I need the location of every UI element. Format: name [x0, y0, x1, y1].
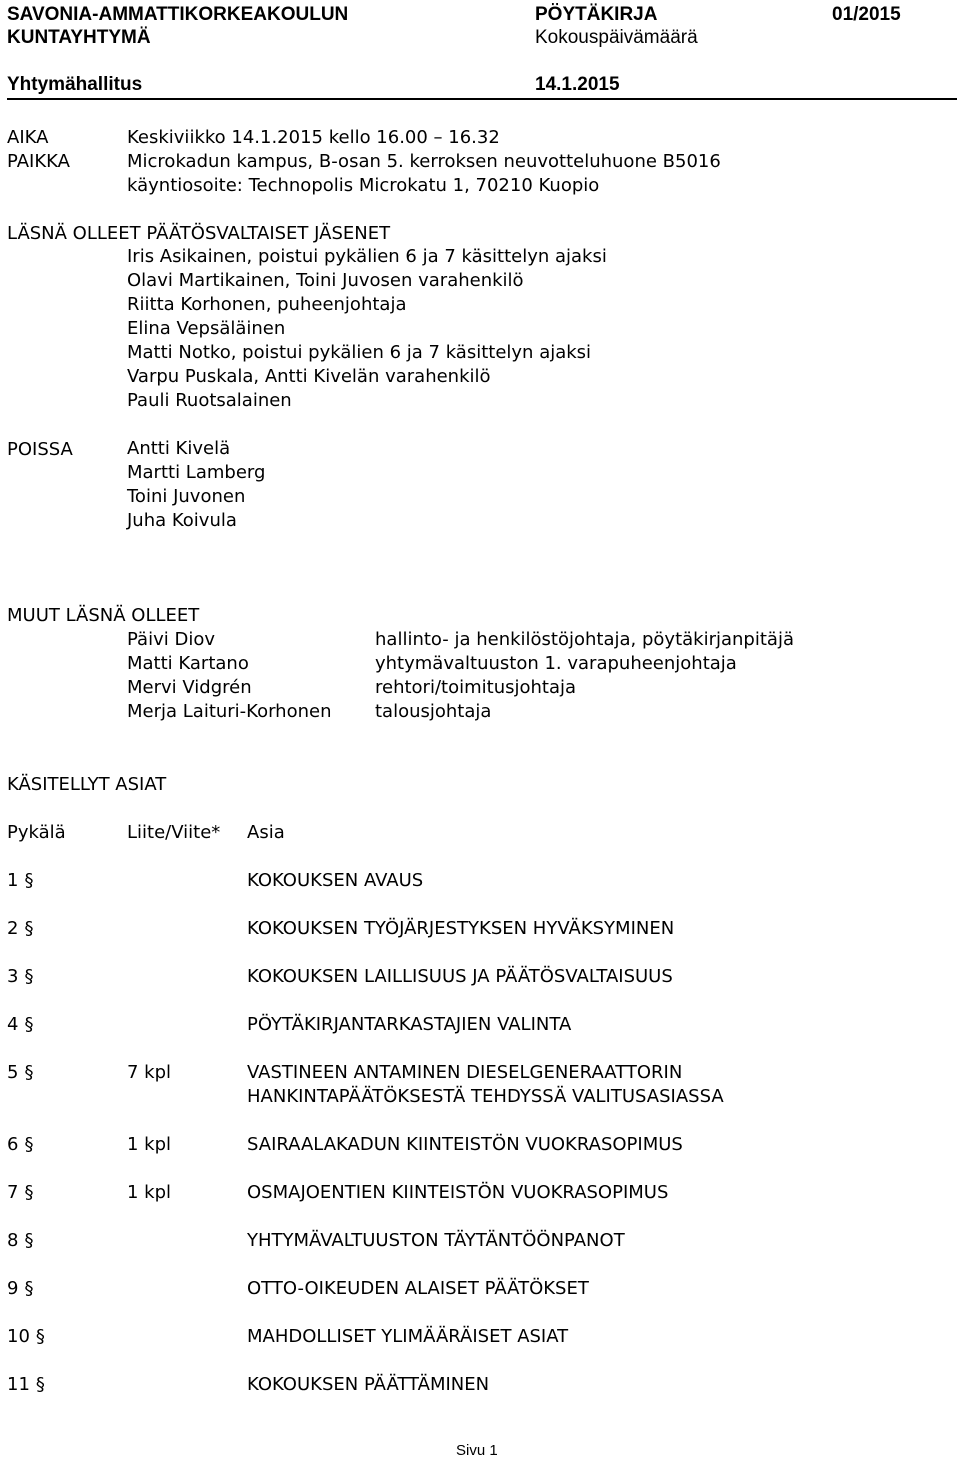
absent-members-list: [127, 437, 265, 533]
agenda-attachment: 7 kpl: [127, 1062, 172, 1083]
section-sign: §: [24, 1062, 34, 1083]
meeting-date: 14.1.2015: [535, 74, 620, 95]
section-number: 6: [7, 1134, 19, 1155]
document-number: 01/2015: [832, 4, 901, 25]
agenda-attachment: 1 kpl: [127, 1134, 172, 1155]
header-divider: [7, 98, 957, 100]
agenda-item: [7, 1134, 33, 1156]
section-sign: §: [24, 1134, 34, 1155]
agenda-subject: KOKOUKSEN TYÖJÄRJESTYKSEN HYVÄKSYMINEN: [247, 918, 675, 939]
agenda-item: [7, 1014, 33, 1036]
agenda-subject: PÖYTÄKIRJANTARKASTAJIEN VALINTA: [247, 1014, 572, 1035]
section-number: 11: [7, 1374, 30, 1395]
present-member: Varpu Puskala, Antti Kivelän varahenkilö: [127, 366, 491, 387]
present-member: Olavi Martikainen, Toini Juvosen varahenkilö: [127, 270, 524, 291]
agenda-item: [7, 1062, 33, 1084]
page-number: Sivu 1: [456, 1442, 498, 1459]
section-sign: §: [35, 1374, 45, 1395]
agenda-item: [7, 1278, 33, 1300]
section-sign: §: [24, 870, 34, 891]
others-present-title: MUUT LÄSNÄ OLLEET: [7, 605, 200, 626]
present-member: Pauli Ruotsalainen: [127, 390, 292, 411]
section-number: 8: [7, 1230, 19, 1251]
section-number: 7: [7, 1182, 19, 1203]
others-names-list: [127, 628, 332, 724]
org-name-line1: SAVONIA-AMMATTIKORKEAKOULUN: [7, 4, 349, 25]
agenda-title: KÄSITELLYT ASIAT: [7, 774, 167, 795]
agenda-item: [7, 870, 33, 892]
absent-member: Juha Koivula: [127, 510, 237, 531]
agenda-subject: SAIRAALAKADUN KIINTEISTÖN VUOKRASOPIMUS: [247, 1134, 683, 1155]
agenda-col-attachment: Liite/Viite*: [127, 822, 221, 843]
document-type: PÖYTÄKIRJA: [535, 4, 658, 25]
agenda-attachment: 1 kpl: [127, 1182, 172, 1203]
agenda-subject: KOKOUKSEN AVAUS: [247, 870, 424, 891]
others-roles-list: [375, 628, 794, 724]
section-number: 1: [7, 870, 19, 891]
other-person-name: Matti Kartano: [127, 653, 249, 674]
governing-body-name: Yhtymähallitus: [7, 74, 143, 95]
section-sign: §: [24, 918, 34, 939]
visit-address: käyntiosoite: Technopolis Microkatu 1, 70210 Kuopio: [127, 175, 600, 196]
section-number: 5: [7, 1062, 19, 1083]
section-sign: §: [35, 1326, 45, 1347]
section-number: 2: [7, 918, 19, 939]
present-member: Riitta Korhonen, puheenjohtaja: [127, 294, 407, 315]
place-value: Microkadun kampus, B-osan 5. kerroksen neuvotteluhuone B5016: [127, 151, 721, 172]
other-person-name: Mervi Vidgrén: [127, 677, 252, 698]
absent-member: Martti Lamberg: [127, 462, 266, 483]
agenda-item: [7, 1182, 33, 1204]
other-person-name: Merja Laituri-Korhonen: [127, 701, 332, 722]
present-member: Elina Vepsäläinen: [127, 318, 286, 339]
agenda-subject: KOKOUKSEN LAILLISUUS JA PÄÄTÖSVALTAISUUS: [247, 966, 673, 987]
section-sign: §: [24, 1230, 34, 1251]
other-person-role: hallinto- ja henkilöstöjohtaja, pöytäkirjanpitäjä: [375, 629, 794, 650]
agenda-subject: VASTINEEN ANTAMINEN DIESELGENERAATTORIN: [247, 1062, 683, 1083]
section-sign: §: [24, 1278, 34, 1299]
agenda-item: [7, 1374, 45, 1396]
present-member: Iris Asikainen, poistui pykälien 6 ja 7 käsittelyn ajaksi: [127, 246, 607, 267]
present-member: Matti Notko, poistui pykälien 6 ja 7 käsittelyn ajaksi: [127, 342, 592, 363]
absent-member: Antti Kivelä: [127, 438, 231, 459]
agenda-col-section: Pykälä: [7, 822, 66, 843]
agenda-item: [7, 1326, 45, 1348]
present-members-title: LÄSNÄ OLLEET PÄÄTÖSVALTAISET JÄSENET: [7, 223, 391, 244]
agenda-item: [7, 918, 33, 940]
other-person-name: Päivi Diov: [127, 629, 215, 650]
section-sign: §: [24, 1014, 34, 1035]
agenda-col-subject: Asia: [247, 822, 285, 843]
section-number: 9: [7, 1278, 19, 1299]
agenda-item: [7, 966, 33, 988]
other-person-role: rehtori/toimitusjohtaja: [375, 677, 577, 698]
agenda-item: [7, 1230, 33, 1252]
agenda-subject-continued: HANKINTAPÄÄTÖKSESTÄ TEHDYSSÄ VALITUSASIASSA: [247, 1086, 724, 1107]
absent-member: Toini Juvonen: [127, 486, 246, 507]
agenda-subject: KOKOUKSEN PÄÄTTÄMINEN: [247, 1374, 490, 1395]
time-value: Keskiviikko 14.1.2015 kello 16.00 – 16.32: [127, 127, 500, 148]
present-members-list: [127, 245, 607, 413]
other-person-role: talousjohtaja: [375, 701, 492, 722]
place-label: PAIKKA: [7, 151, 70, 172]
agenda-subject: MAHDOLLISET YLIMÄÄRÄISET ASIAT: [247, 1326, 569, 1347]
agenda-subject: OSMAJOENTIEN KIINTEISTÖN VUOKRASOPIMUS: [247, 1182, 669, 1203]
time-label: AIKA: [7, 127, 49, 148]
absent-label: POISSA: [7, 439, 73, 460]
agenda-subject: YHTYMÄVALTUUSTON TÄYTÄNTÖÖNPANOT: [247, 1230, 625, 1251]
section-sign: §: [24, 966, 34, 987]
agenda-subject: OTTO-OIKEUDEN ALAISET PÄÄTÖKSET: [247, 1278, 589, 1299]
section-number: 4: [7, 1014, 19, 1035]
meeting-date-label: Kokouspäivämäärä: [535, 27, 698, 48]
section-sign: §: [24, 1182, 34, 1203]
org-name-line2: KUNTAYHTYMÄ: [7, 27, 151, 48]
section-number: 10: [7, 1326, 30, 1347]
section-number: 3: [7, 966, 19, 987]
other-person-role: yhtymävaltuuston 1. varapuheenjohtaja: [375, 653, 737, 674]
